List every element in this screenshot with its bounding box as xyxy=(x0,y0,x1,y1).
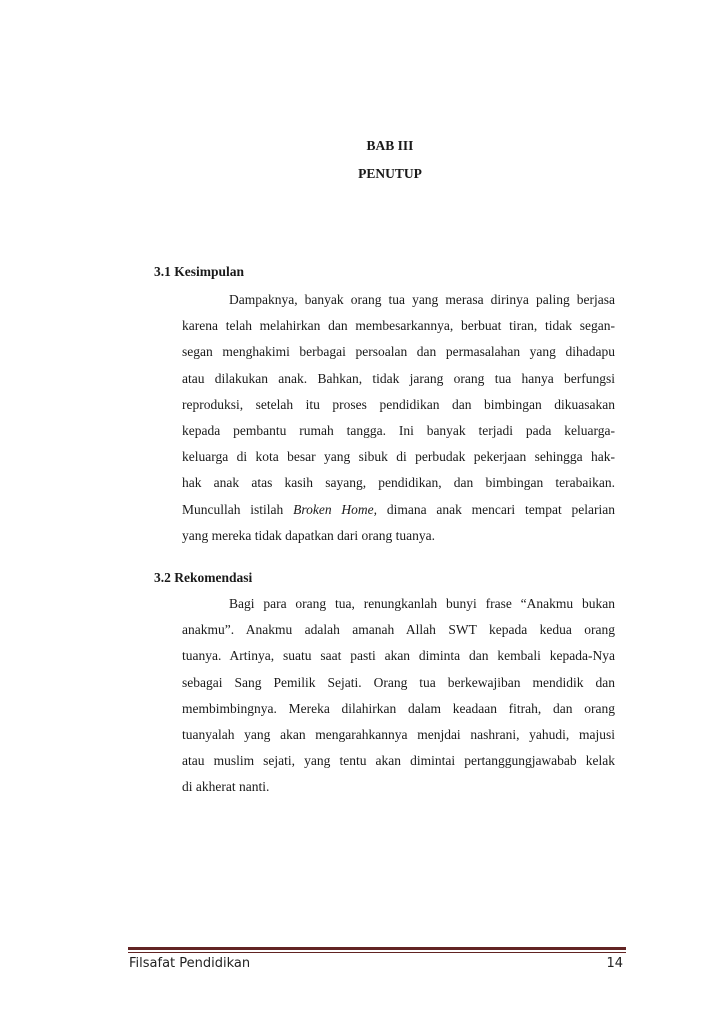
paragraph-line: kepada pembantu rumah tangga. Ini banyak terjadi pada keluarga- xyxy=(182,423,615,439)
paragraph-line: atau dilakukan anak. Bahkan, tidak jarang orang tua hanya berfungsi xyxy=(182,370,615,386)
paragraph-line: keluarga di kota besar yang sibuk di perbudak pekerjaan sehingga hak- xyxy=(182,449,615,465)
paragraph-line: membimbingnya. Mereka dilahirkan dalam keadaan fitrah, dan orang xyxy=(182,700,615,716)
paragraph-line: yang mereka tidak dapatkan dari orang tuanya. xyxy=(182,527,436,543)
section-heading-kesimpulan: 3.1 Kesimpulan xyxy=(154,264,245,279)
chapter-title: PENUTUP xyxy=(358,166,422,181)
paragraph-line: Dampaknya, banyak orang tua yang merasa dirinya paling berjasa xyxy=(229,292,615,307)
paragraph-line: reproduksi, setelah itu proses pendidikan dan bimbingan dikuasakan xyxy=(182,396,615,412)
paragraph-line xyxy=(182,497,615,523)
paragraph-line: karena telah melahirkan dan membesarkannya, berbuat tiran, tidak segan- xyxy=(182,318,615,334)
footer-title: Filsafat Pendidikan xyxy=(129,956,251,971)
footer-rule-thin xyxy=(128,952,626,953)
paragraph-rekomendasi xyxy=(182,591,615,801)
paragraph-text: dimana anak mencari tempat pelarian xyxy=(386,501,615,517)
paragraph-text: Muncullah istilah xyxy=(182,501,294,517)
chapter-number: BAB III xyxy=(366,138,414,153)
page-number: 14 xyxy=(606,956,623,971)
paragraph-line: di akherat nanti. xyxy=(182,779,270,795)
paragraph-line: hak anak atas kasih sayang, pendidikan, dan bimbingan terabaikan. xyxy=(182,475,615,491)
section-heading-rekomendasi: 3.2 Rekomendasi xyxy=(154,570,253,585)
paragraph-line: sebagai Sang Pemilik Sejati. Orang tua berkewajiban mendidik dan xyxy=(182,674,615,690)
paragraph-kesimpulan xyxy=(182,287,615,549)
term-broken-home: Broken Home, xyxy=(293,501,378,517)
paragraph-line: Bagi para orang tua, renungkanlah bunyi frase “Anakmu bukan xyxy=(229,596,615,611)
paragraph-line: segan menghakimi berbagai persoalan dan permasalahan yang dihadapu xyxy=(182,344,615,360)
paragraph-line: anakmu”. Anakmu adalah amanah Allah SWT kepada kedua orang xyxy=(182,622,615,638)
paragraph-line: tuanyalah yang akan mengarahkannya menjdai nashrani, yahudi, majusi xyxy=(182,727,615,743)
paragraph-line: atau muslim sejati, yang tentu akan dimintai pertanggungjawabab kelak xyxy=(182,753,615,769)
footer-rule-thick xyxy=(128,947,626,950)
paragraph-line: tuanya. Artinya, suatu saat pasti akan diminta dan kembali kepada-Nya xyxy=(182,648,615,664)
